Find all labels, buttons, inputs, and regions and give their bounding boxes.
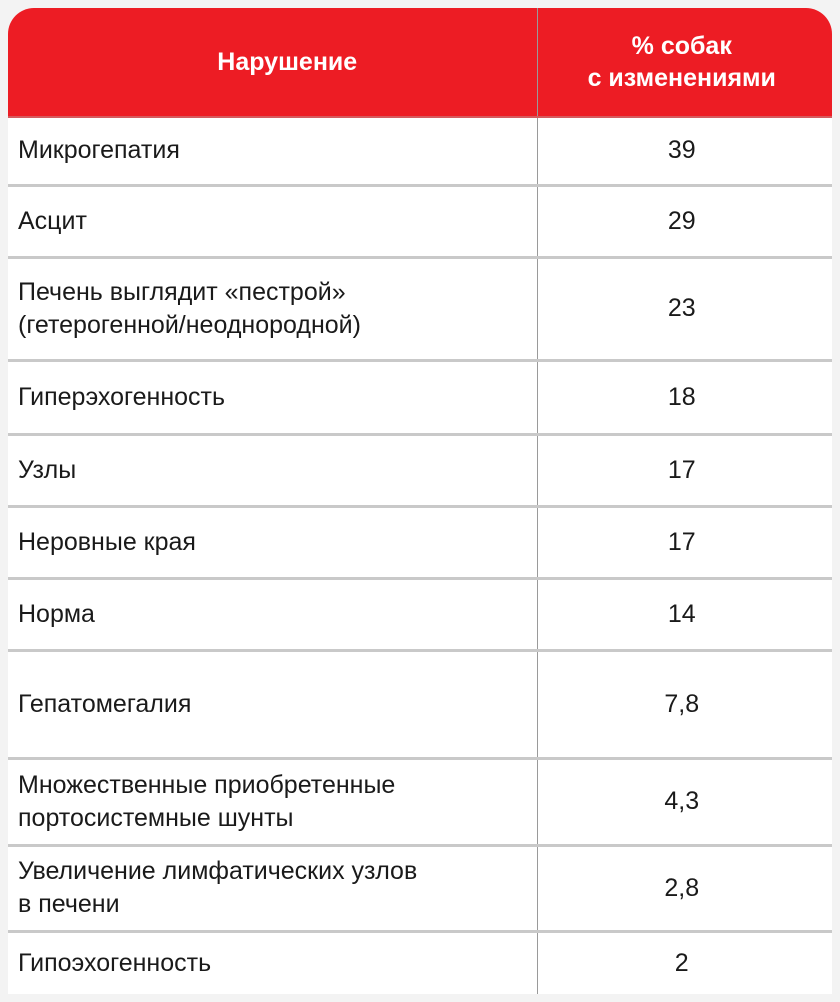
table-row (8, 758, 832, 845)
column-header-percent-line1: % собак (631, 32, 732, 60)
disorder-label-line: Печень выглядит «пестрой» (18, 277, 346, 306)
disorder-label-line: в печени (18, 890, 120, 918)
table-row (8, 434, 832, 506)
percent-cell: 18 (537, 360, 832, 434)
findings-table (8, 8, 832, 994)
disorder-cell (8, 758, 537, 845)
column-header-disorder (8, 8, 537, 117)
disorder-label-line: Неровные края (18, 527, 196, 556)
disorder-label-line: Микрогепатия (18, 136, 180, 165)
disorder-label-line: Множественные приобретенные (18, 770, 396, 799)
disorder-label-line: портосистемные шунты (18, 803, 294, 832)
disorder-cell (8, 578, 537, 650)
disorder-cell (8, 506, 537, 578)
disorder-label-line: Гепатомегалия (18, 689, 192, 718)
header-row (8, 8, 832, 117)
table-row (8, 257, 832, 360)
table-header (8, 8, 832, 117)
percent-cell: 14 (537, 578, 832, 650)
table-row (8, 506, 832, 578)
disorder-cell (8, 117, 537, 185)
table-body (8, 117, 832, 994)
percent-cell: 39 (537, 117, 832, 185)
column-header-percent (537, 8, 832, 117)
disorder-label-line: (гетерогенной/неоднородной) (18, 310, 361, 339)
percent-cell: 4,3 (537, 758, 832, 845)
percent-cell: 2 (674, 948, 689, 977)
table-row (8, 360, 832, 434)
percent-cell: 2,8 (537, 845, 832, 931)
percent-cell: 17 (537, 506, 832, 578)
table-row (8, 578, 832, 650)
table-row (8, 845, 832, 931)
findings-table-card (8, 8, 832, 994)
disorder-label-line: Узлы (18, 455, 77, 484)
table-row (8, 931, 832, 994)
disorder-cell (8, 185, 537, 257)
disorder-label-line: Норма (18, 599, 95, 628)
table-row (8, 650, 832, 758)
table-row (8, 185, 832, 257)
percent-cell: 23 (537, 257, 832, 360)
percent-cell: 29 (537, 185, 832, 257)
disorder-label-line: Асцит (18, 206, 87, 235)
percent-cell: 17 (537, 434, 832, 506)
disorder-cell (8, 257, 537, 360)
disorder-label-line: Гипоэхогенность (18, 948, 212, 977)
disorder-cell (8, 845, 537, 931)
disorder-cell (8, 434, 537, 506)
column-header-disorder-label: Нарушение (217, 48, 358, 76)
percent-cell: 7,8 (537, 650, 832, 758)
disorder-label-line: Увеличение лимфатических узлов (18, 857, 418, 885)
disorder-cell (8, 931, 537, 994)
column-header-percent-line2: с изменениями (587, 64, 776, 92)
table-row (8, 117, 832, 185)
disorder-cell (8, 650, 537, 758)
disorder-cell (8, 360, 537, 434)
disorder-label-line: Гиперэхогенность (18, 382, 226, 411)
